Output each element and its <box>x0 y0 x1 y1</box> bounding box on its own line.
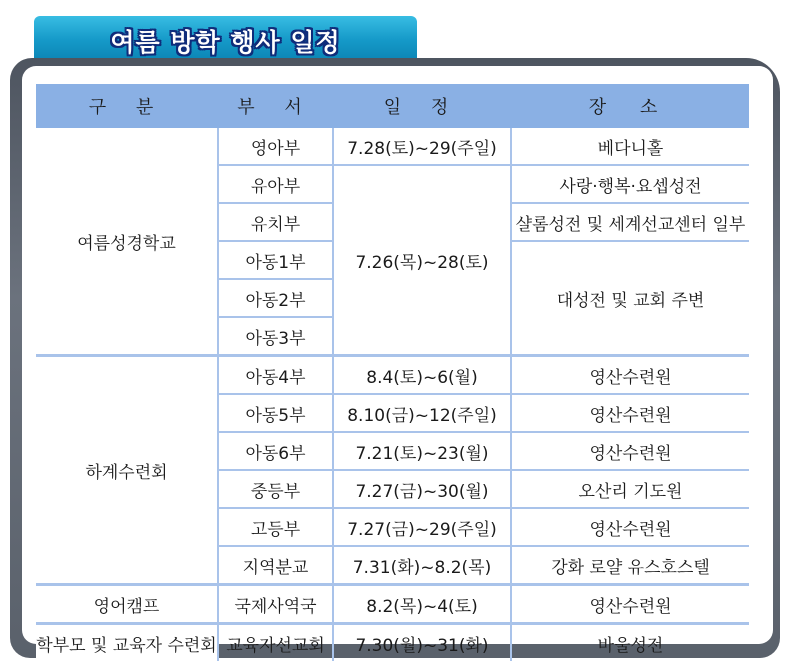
table-row <box>36 128 749 165</box>
place-cell: 오산리 기도원 <box>511 470 749 508</box>
place-cell: 영산수련원 <box>511 356 749 395</box>
department-cell: 아동1부 <box>218 241 333 279</box>
category-cell: 영어캠프 <box>36 585 218 624</box>
schedule-cell: 7.30(월)~31(화) <box>333 624 511 662</box>
category-cell: 학부모 및 교육자 수련회 <box>36 624 218 662</box>
place-cell: 강화 로얄 유스호스텔 <box>511 546 749 585</box>
department-cell: 아동6부 <box>218 432 333 470</box>
department-cell: 아동4부 <box>218 356 333 395</box>
header-department: 부 서 <box>218 84 333 128</box>
place-cell: 대성전 및 교회 주변 <box>511 241 749 356</box>
place-cell: 영산수련원 <box>511 394 749 432</box>
header-schedule: 일 정 <box>333 84 511 128</box>
department-cell: 아동3부 <box>218 317 333 356</box>
place-cell: 베다니홀 <box>511 128 749 165</box>
schedule-cell: 7.31(화)~8.2(목) <box>333 546 511 585</box>
department-cell: 지역분교 <box>218 546 333 585</box>
department-cell: 국제사역국 <box>218 585 333 624</box>
department-cell: 영아부 <box>218 128 333 165</box>
department-cell: 중등부 <box>218 470 333 508</box>
schedule-cell: 7.26(목)~28(토) <box>333 165 511 356</box>
schedule-cell: 8.10(금)~12(주일) <box>333 394 511 432</box>
department-cell: 교육자선교회 <box>218 624 333 662</box>
place-cell: 사랑·행복·요셉성전 <box>511 165 749 203</box>
schedule-cell: 7.27(금)~30(월) <box>333 470 511 508</box>
schedule-cell: 7.27(금)~29(주일) <box>333 508 511 546</box>
schedule-cell: 7.21(토)~23(월) <box>333 432 511 470</box>
place-cell: 영산수련원 <box>511 585 749 624</box>
schedule-cell: 8.4(토)~6(월) <box>333 356 511 395</box>
schedule-cell: 7.28(토)~29(주일) <box>333 128 511 165</box>
table-row <box>36 624 749 662</box>
header-category: 구 분 <box>36 84 218 128</box>
table-row <box>36 585 749 624</box>
header-place: 장 소 <box>511 84 749 128</box>
title-tab <box>34 16 417 60</box>
table-row <box>36 356 749 395</box>
category-cell: 하계수련회 <box>36 356 218 585</box>
department-cell: 아동5부 <box>218 394 333 432</box>
place-cell: 샬롬성전 및 세계선교센터 일부 <box>511 203 749 241</box>
category-cell: 여름성경학교 <box>36 128 218 356</box>
schedule-table <box>36 84 749 661</box>
page-title: 여름 방학 행사 일정 <box>110 28 341 57</box>
department-cell: 고등부 <box>218 508 333 546</box>
header-row <box>36 84 749 128</box>
department-cell: 아동2부 <box>218 279 333 317</box>
place-cell: 영산수련원 <box>511 432 749 470</box>
department-cell: 유치부 <box>218 203 333 241</box>
department-cell: 유아부 <box>218 165 333 203</box>
schedule-cell: 8.2(목)~4(토) <box>333 585 511 624</box>
place-cell: 바울성전 <box>511 624 749 662</box>
place-cell: 영산수련원 <box>511 508 749 546</box>
